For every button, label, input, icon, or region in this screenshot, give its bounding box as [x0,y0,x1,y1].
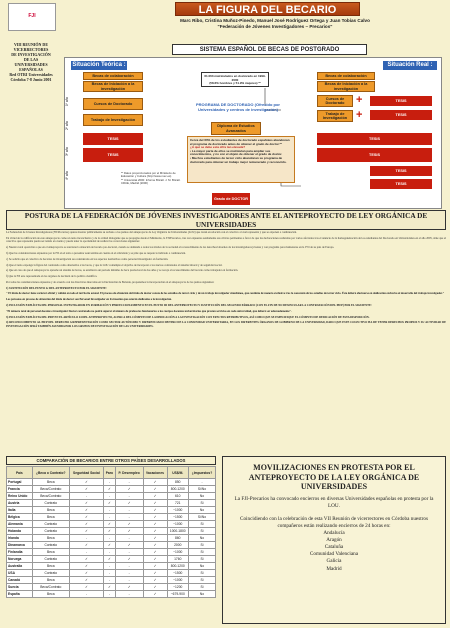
table-cell: Beca [32,479,69,486]
real-title: Situación Real : [383,61,437,70]
body-paragraph: b) Que las consideraciones expuestas por la FJI en el texto a presentar sean tenidas en cuenta en el articulado y se pide que se respete lo indicado a continuación. [6,251,186,255]
table-cell: Beca [32,563,69,570]
table-cell: Sí [189,570,216,577]
table-cell: ✓ [115,500,143,507]
table-cell: Noruega [7,556,33,563]
table-cell: - [115,563,143,570]
body-paragraph: c) Se solicita que el colectivo de becarios de investigación sea considerado en los aspectos normativos como personal investigador en formación. [6,257,169,261]
table-cell: USA [7,570,33,577]
column-header: P. Desempleo [115,467,143,479]
table-cell: ✓ [69,577,103,584]
table-cell: ✓ [115,556,143,563]
table-cell: Sí [189,528,216,535]
table-cell: ✓ [143,500,167,507]
table-cell: ✓ [143,514,167,521]
table-cell: ~1500 [167,570,189,577]
table-cell: ~1000 [167,549,189,556]
table-cell: ✓ [143,591,167,598]
table-cell: 610 [167,493,189,500]
theoretical-collab-box: Becas de colaboración [83,72,143,80]
notice-line: VIII REUNIÓN DE [13,42,48,47]
meeting-notice [2,42,60,82]
footnote: ** Datos proporcionados por el Ministerio de Educación y Cultura (http://www.mec.es) [121,171,176,179]
proposal-point: 2) INCLUSIÓN EXPLÍCITA DEL PERSONAL INVESTIGADOR EN FORMACIÓN Y PERFECCIONAMIENTO EN EL PUNTO III DEL ANTEPROYECTO Y SUSTITUCIÓN DEL SEGUNDO PÁRRAFO (CON EL FIN DE NO DESINCULAR LA CONTRATACIÓN DEL PIFP) POR EL SIGUIENTE: [6,303,372,307]
table-cell: ✓ [115,584,143,591]
city-item: Cataluña [324,543,344,550]
table-cell: No [189,507,216,514]
body-paragraph: e) Que en caso de que el Anteproyecto apruebe un sistema de becas, se establezca un periodo máximo de beca predoctoral de dos años y se recoja el reconocimiento del becario como trabajador en formación. [6,269,239,273]
comparison-table-title: COMPARACIÓN DE BECARIOS ENTRE OTROS PAÍSES DESARROLLADOS [6,456,216,465]
table-row [7,556,216,563]
column-header: Paro [103,467,115,479]
city-item: Andalucía [323,529,345,536]
city-item: Galicia [326,558,342,565]
notice-line: Córdoba 7-8 Junio 2001 [10,77,52,82]
info-line: • La mayor parte de ellos se matriculan para ampliar sus conocimientos, y no con el objeto de obtener el grado de doctor. [190,148,283,157]
table-cell: - [103,514,115,521]
comparison-table [6,466,216,598]
table-cell: ✓ [69,500,103,507]
table-cell: ✓ [103,542,115,549]
table-cell: Beca [32,577,69,584]
table-cell: 721 [167,500,189,507]
table-cell: España [7,591,33,598]
proposal-point: "El número total de personal docente e investigador Doctor contratado no podrá superar el número de profesores funcionarios a los cuerpos docentes universitarios que presten servicios en cada universidad, que deberá ser adecuadamente". [6,309,292,313]
doctor-degree-box: Grado de DOCTOR [212,193,250,205]
theoretical-research-box: Trabajo de Investigación [83,114,143,126]
table-cell: - [115,549,143,556]
notice-line: DE INVESTIGACIÓN [11,52,51,57]
real-research-box: Trabajo de Investigación [317,110,353,122]
city-list [223,530,445,573]
column-header: ¿Impuestos? [189,467,216,479]
real-initiation-box: Becas de Iniciación a la investigación [317,81,375,92]
table-cell: Beca [32,507,69,514]
table-row [7,479,216,486]
table-cell: ✓ [103,584,115,591]
notice-line: Red OTRI Universidades [9,72,53,77]
theoretical-tesis-box: TESIS [83,133,143,145]
table-cell: ✓ [115,528,143,535]
table-cell: - [115,577,143,584]
real-collab-box: Becas de colaboración [317,72,375,80]
table-cell: - [115,570,143,577]
table-cell: Australia [7,563,33,570]
table-cell: ✓ [143,584,167,591]
table-cell: - [69,535,103,542]
table-row [7,563,216,570]
table-cell: ✓ [143,535,167,542]
table-row [7,570,216,577]
table-cell: ✓ [69,556,103,563]
table-cell: ~1000 [167,577,189,584]
body-paragraph: En virtud de la calificación de este anteproyecto como un texto inconclusivo y de la actitud dialogante que se propugna desde el Ministerio, la FJI/Precarios, tras vez expuestas sendamente sus criticas pertinentes a favor de que las declaraciones realizadas por varios afectados tras el anuncio de la homogeneización de los estudiantes del Doctorado en Universidades en el año 2005, sitúe que el colectivo que representa pueda ser tenido en cuenta y pueda tener la oportunidad de realizar las correcciones siguientes: [6,236,446,244]
city-item: Madrid [326,565,342,572]
year-label: 4º año [65,170,69,180]
section-header: SISTEMA ESPAÑOL DE BECAS DE POSTGRADO [172,44,367,55]
federation-name: "Federación de Jóvenes Investigadores – Precarios" [217,24,333,29]
table-cell: Contrato [32,542,69,549]
table-cell: ✓ [115,486,143,493]
table-cell: ✓ [143,493,167,500]
table-cell: - [103,570,115,577]
table-cell: - [115,493,143,500]
table-row [7,521,216,528]
table-cell: 800-1200 [167,563,189,570]
table-cell: ✓ [69,514,103,521]
table-cell: - [189,479,216,486]
table-cell: - [103,577,115,584]
table-cell: Holanda [7,528,33,535]
authors-names: Marc Ribo, Cristina Muñoz-Pinedo, Manuel José Rodríguez Ortega y Juan Tobías Calvo [180,18,370,23]
table-cell: Alemania [7,521,33,528]
table-cell: - [115,514,143,521]
table-row [7,542,216,549]
statement-body [6,231,446,448]
column-header: Vacaciones [143,467,167,479]
table-cell: Sí [189,500,216,507]
table-cell: ✓ [69,486,103,493]
year-label: 1º año [65,96,69,106]
mobilizations-panel [222,456,446,624]
table-cell: ✓ [103,486,115,493]
plus-icon: + [356,109,363,121]
table-cell: Contrato [32,570,69,577]
theoretical-title: Situación Teórica : [72,62,126,68]
statement-title: POSTURA DE LA FEDERACIÓN DE JÓVENES INVESTIGADORES ANTE EL ANTEPROYECTO DE LEY ORGÁNICA DE UNIVERSIDADES [6,210,446,230]
table-cell: ✓ [69,521,103,528]
table-cell: ~1200 [167,584,189,591]
body-paragraph: La Federación de Jóvenes Investigadores (FJI/Precarios) quiere mostrar públicamente su rechazo a los puntos del anteproyecto de Ley Orgánica de Universidades (LOU) que tratan en relación con el colectivo al cual representa y que se exponen a continuación. [6,231,297,234]
table-cell: ✓ [103,556,115,563]
table-cell: - [103,563,115,570]
proposal-point: 4) RECONOCIMIENTO AL PIFP DEL DERECHO A REPRESENTACIÓN COMO SECTOR AUTÓNOMO Y DIFERENCIADO DENTRO DE LA COMUNIDAD UNIVERSITARIA, EN LOS DIFERENTES ÓRGANOS DE GOBIERNO DE LA UNIVERSIDAD, DADO QUE ESTE COLECTIVO HA DE TENER DERECHOS PROPIOS Y SU ACTIVIDAD DE INVESTIGACIÓN SERÁ TAMBIÉN ASUMIDA POR LOS GRUPOS DE INVESTIGACIÓN DE LAS UNIVERSIDADES. [6,321,446,328]
stats-line: 61.063 matriculados en doctorado en 1999-2000 [204,74,266,82]
year-label: 3º año [65,146,69,156]
table-cell: 850 [167,479,189,486]
logo-text: FJI [28,13,36,19]
table-cell: - [69,493,103,500]
enrolment-stats [201,72,269,87]
theoretical-tesis-box: TESIS [83,148,143,162]
table-cell: - [115,591,143,598]
proposal-point: 3) INCLUSIÓN EXPLÍCITA DEL PIFP EN EL ARTÍCULO 44 DEL ANTEPROYECTO, ACERCA DEL CÓMPUTO DE LA DEDICACIÓN A LA INVESTIGACIÓN CON EFECTOS RETRIBUTIVOS, ASÍ COMO QUE SE ESPECIFIQUE EL CÓMPUTO DE DEDICACIÓN DE ESTA DISPOSICIÓN. [6,315,370,319]
table-cell: ✓ [115,521,143,528]
table-cell: - [103,549,115,556]
table-row [7,535,216,542]
table-cell: Beca [32,535,69,542]
table-cell: Sí [189,577,216,584]
table-cell: - [103,535,115,542]
notice-line: VICERRECTORES [13,47,49,52]
real-tesis-box: TESIS [370,110,432,120]
table-cell: ✓ [103,528,115,535]
table-cell: ✓ [103,521,115,528]
theoretical-courses-box: Cursos de Doctorado [83,98,143,110]
diagram-footnotes [121,172,187,186]
proposal-point: " El título de doctor tiene carácter oficial y validez en todo el territorio estatal. El proceso de obtención del título de doctor consta de los estudios de tercer ciclo y de un trabajo investigador simultáneo, que continúa de manera exclusiva tras la concesión de los estudios de tercer ciclo. Éste deberá efectuarse en dedicación exclusiva al desarrollo del trabajo investigador." [6,292,445,296]
table-cell: Sí [189,549,216,556]
table-cell: - [69,549,103,556]
authors-block [140,18,410,30]
diploma-box: Diploma de Estudios Avanzados [211,122,261,135]
table-cell: Beca/Contrato [32,486,69,493]
footnote: ** Universitat 2000: Informe Bricall. J. M. Bricall. CRUE, Madrid (2000) [121,177,181,186]
table-cell: Beca/Contrato [32,584,69,591]
table-cell: Suecia [7,584,33,591]
theoretical-initiation-box: Becas de Iniciación a la investigación [83,81,143,92]
real-tesis-box: TESIS [317,133,432,145]
table-cell: Contrato [32,521,69,528]
table-cell: ✓ [143,479,167,486]
table-cell: No [189,493,216,500]
table-cell: Italia [7,507,33,514]
stats-line: (58.6% hombres y 51.9% mujeres) ** [209,81,261,86]
table-cell: No [189,535,216,542]
table-cell: ✓ [143,556,167,563]
proposal-point: 1) SUSTITUCIÓN DEL PUNTO 2c DEL ANTEPROYECTO POR EL SIGUIENTE: [6,286,107,290]
body-paragraph: a) Nuestra total oposición a que en el Anteproyecto se sancione la situación de becario pre-doctoral, cuando se demanda a todos los niveles de la sociedad el reconocimiento de los derechos laborales de los investigadores jóvenes y con programa para mantenerse en la I+D de su país de Europa. [6,246,335,250]
column-header: US$/M. [167,467,189,479]
table-cell: Irlanda [7,535,33,542]
table-cell: 1000-1800 [167,528,189,535]
table-cell: - [103,479,115,486]
table-cell: 860 [167,535,189,542]
table-cell: Sí [189,584,216,591]
table-cell: - [103,507,115,514]
table-cell: - [115,507,143,514]
table-cell: ~1500 [167,514,189,521]
notice-line: UNIVERSIDADES [14,62,48,67]
real-tesis-box: TESIS [317,148,432,162]
year-label: 2º año [65,120,69,130]
table-cell: Sí/No [189,486,216,493]
table-cell: Beca/Contrato [32,493,69,500]
column-header: Seguridad Social [69,467,103,479]
table-row [7,584,216,591]
table-cell: Dinamarca [7,542,33,549]
table-row [7,577,216,584]
table-cell: Contrato [32,500,69,507]
mobilizations-text [223,496,445,530]
table-cell: Sí [189,556,216,563]
table-cell: ✓ [69,528,103,535]
table-cell: Contrato [32,556,69,563]
table-cell: ✓ [103,500,115,507]
mobilizations-paragraph: La FJI-Precarios ha convocado encierros en diversas Universidades españolas en protesta por la LOU. [234,495,434,509]
real-courses-box: Cursos de Doctorado [317,95,353,107]
table-cell: Finlandia [7,549,33,556]
body-paragraph: d) Que el texto exponga la figura del contratado como alternativa a las becas, y que la LOU contemple el objetivo de incorporar a los nuevos contratados al sistema laboral y de seguridad social. [6,263,223,267]
table-cell: ✓ [143,549,167,556]
real-tesis-box: TESIS [370,179,432,189]
dropout-info-box [187,136,295,183]
table-header-row [7,467,216,479]
table-cell: - [103,493,115,500]
info-question: ¿A qué se debe esta cifra tan elevada? [190,145,246,150]
table-cell: Beca [32,591,69,598]
notice-line: DE LAS [23,57,39,62]
table-cell: Beca [32,549,69,556]
proposal-point: Las personas en proceso de obtención del título de doctor son Personal Investigador en Formación que estarán dedicadas a la investigación. [6,298,172,302]
table-row [7,500,216,507]
table-cell: ✓ [143,563,167,570]
table-cell: - [115,479,143,486]
table-cell: ✓ [143,486,167,493]
info-line: Cerca del 60% de los estudiantes de doctorado españoles abandonan el programa de doctorado antes de obtener el grado de doctor.** [190,138,290,146]
table-cell: ✓ [115,542,143,549]
table-body [7,479,216,598]
city-item: Aragón [326,536,342,543]
mobilizations-title: MOVILIZACIONES EN PROTESTA POR EL ANTEPROYECTO DE LA LEY ORGÁNICA DE UNIVERSIDADES [248,463,420,491]
column-header: País [7,467,33,479]
table-row [7,493,216,500]
table-cell: ✓ [143,507,167,514]
table-row [7,591,216,598]
table-cell: Austria [7,500,33,507]
body-paragraph: Por todas las consideraciones expuestas y de acuerdo con las directrices marcadas en la Declaración de Bolonia, proponemos la incorporación en el anteproyecto de los puntos siguientes: [6,280,215,284]
table-row [7,486,216,493]
table-cell: ✓ [143,528,167,535]
real-tesis-box: TESIS [370,96,432,106]
table-cell: ✓ [69,507,103,514]
table-cell: 2000 [167,542,189,549]
table-cell: Contrato [32,528,69,535]
table-cell: ~679-900 [167,591,189,598]
table-cell: ✓ [69,479,103,486]
plus-icon: + [356,94,363,106]
body-paragraph: f) Que la FJI este representada en los órganos de decisión de la política científica. [6,275,98,279]
table-row [7,549,216,556]
table-cell: - [115,535,143,542]
column-header: ¿Beca o Contrato? [32,467,69,479]
postgraduate-system-diagram [64,57,442,209]
mobilizations-paragraph: Coincidiendo con la celebración de esta VII Reunión de vicerrectores en Córdoba nuestros compañeros están realizando encierros de 24 horas en: [239,515,429,529]
table-cell: Sí [189,521,216,528]
table-cell: Sí/No [189,514,216,521]
table-cell: ✓ [143,542,167,549]
table-cell: Beca [32,514,69,521]
table-cell: Canadá [7,577,33,584]
table-cell: 1760 [167,556,189,563]
city-item: Comunidad Valenciana [309,551,359,558]
table-row [7,528,216,535]
info-line: • Muchos estudiantes de tercer ciclo abandonan su programa de doctorado para obtener un trabajo mejor remunerado y reconocido. [190,155,287,164]
table-cell: Portugal [7,479,33,486]
table-row [7,507,216,514]
table-cell: ✓ [69,563,103,570]
table-row [7,514,216,521]
poster-title: LA FIGURA DEL BECARIO [175,2,360,16]
table-cell: ✓ [69,542,103,549]
table-cell: Bélgica [7,514,33,521]
table-cell: - [69,591,103,598]
table-cell: No [189,563,216,570]
table-cell: ✓ [143,577,167,584]
table-cell: No [189,591,216,598]
doctoral-program-label: PROGRAMA DE DOCTORADO (Ofrecido por Universidades y centros de investigación) [195,102,280,112]
table-cell: ✓ [143,570,167,577]
table-cell: ✓ [143,521,167,528]
table-cell: - [103,591,115,598]
table-cell: Sí [189,542,216,549]
table-cell: ~1000 [167,521,189,528]
table-cell: 800-1200 [167,486,189,493]
federation-logo [8,3,56,31]
notice-line: ESPAÑOLAS [19,67,43,72]
table-cell: Francia [7,486,33,493]
table-cell: ~1000 [167,507,189,514]
table-cell: ✓ [69,570,103,577]
real-tesis-box: TESIS [370,166,432,176]
table-cell: ✓ [69,584,103,591]
table-cell: Reino Unido [7,493,33,500]
